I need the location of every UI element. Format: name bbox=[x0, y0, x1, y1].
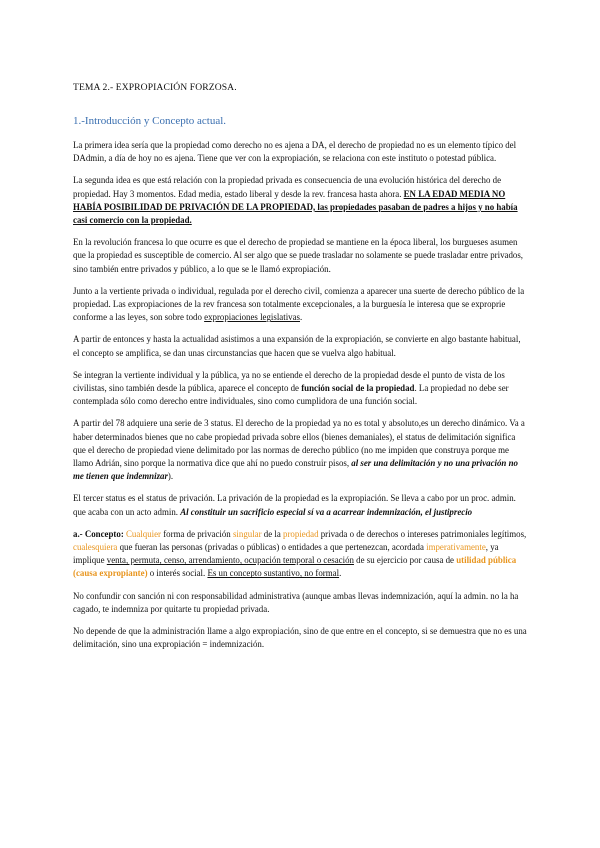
paragraph-8-text: El tercer status es el status de privación. La privación de la propiedad es la expropiación. Se lleva a cabo por un proc. admin. que acaba con un acto admin. bbox=[73, 493, 516, 517]
paragraph-4 bbox=[73, 285, 528, 325]
paragraph-7-text: A partir del 78 adquiere una serie de 3 status. El derecho de la propiedad ya no es total y absoluto,es un derecho dinámico. Va a haber determinados bienes que no cabe propiedad privada sobre ellos (bienes demaniales), el status de delimitación significa que el derecho de propiedad viene delimitado por las normas de derecho público (no me impiden que construya porque me llamo Adrián, sino porque la normativa dice que ahí no puedo construir pisos, bbox=[73, 418, 525, 469]
concept-text-5: , ya implique bbox=[73, 542, 499, 566]
paragraph-1: La primera idea sería que la propiedad como derecho no es ajena a DA, el derecho de propiedad no es un elemento típico del DAdmin, a día de hoy no es ajena. Tiene que ver con la expropiación, se relaciona con este instituto o potestad pública. bbox=[73, 140, 517, 164]
paragraph-10: No confundir con sanción ni con responsabilidad administrativa (aunque ambas llevas indemnización, aquí la admin. no la ha cagado, te indemniza por quitarte tu propiedad privada. bbox=[73, 590, 519, 614]
concept-underline-2: Es un concepto sustantivo, no formal bbox=[207, 568, 340, 579]
paragraph-6-bold: función social de la propiedad bbox=[301, 383, 415, 394]
paragraph-6 bbox=[73, 369, 528, 409]
paragraph-7 bbox=[73, 417, 528, 483]
paragraph-2-text: La segunda idea es que está relación con la propiedad privada es consecuencia de una evolución histórica del derecho de propiedad. Hay 3 momentos. Edad media, estado liberal y desde la rev. francesa hasta ahora. bbox=[73, 175, 502, 199]
paragraph-4-end: . bbox=[300, 312, 303, 323]
concept-highlight-2: singular bbox=[232, 528, 262, 539]
paragraph-7-bold-italic: al ser una delimitación y no una privación no me tienen que indemnizar bbox=[73, 458, 518, 482]
paragraph-6-end: . La propiedad no debe ser contemplada sólo como derecho entre individuales, sino como cumplidora de una función social. bbox=[73, 383, 509, 407]
concept-text-4: que fueran las personas (privadas o públicas) o entidades a que pertenezcan, acordada bbox=[117, 542, 427, 553]
concept-highlight-3: propiedad bbox=[283, 528, 319, 539]
paragraph-6-text: Se integran la vertiente individual y la pública, ya no se entiende el derecho de la propiedad desde el punto de vista de los civilistas, sino también desde la pública, aparece el concepto de bbox=[73, 369, 505, 394]
concept-text-7: o interés social. bbox=[147, 568, 208, 579]
paragraph-8 bbox=[73, 492, 528, 518]
concept-highlight-6: utilidad pública (causa expropiante) bbox=[73, 555, 517, 579]
paragraph-2-emphasis: EN LA EDAD MEDIA NO HABÍA POSIBILIDAD DE PRIVACIÓN DE LA PROPIEDAD, las propiedades pasaban de padres a hijos y no había casi comercio con la propiedad. bbox=[73, 188, 518, 226]
concept-underline-1: venta, permuta, censo, arrendamiento, ocupación temporal o cesación bbox=[106, 555, 354, 566]
concept-text-8: . bbox=[339, 568, 342, 579]
concept-text-6: de su ejercicio por causa de bbox=[353, 555, 457, 566]
concept-highlight-5: imperativamente bbox=[426, 542, 486, 553]
concept-text-2: de la bbox=[261, 528, 284, 539]
concept-highlight-1: Cualquier bbox=[126, 528, 161, 539]
document-title: TEMA 2.- EXPROPIACIÓN FORZOSA. bbox=[73, 82, 237, 93]
paragraph-4-text: Junto a la vertiente privada o individual, regulada por el derecho civil, comienza a aparecer una suerte de derecho público de la propiedad. Las expropiaciones de la rev francesa son totalmente excepcionales, a la burguesía le interesa que se exproprie conforme a las leyes, son sobre todo bbox=[73, 285, 525, 323]
paragraph-4-underline: expropiaciones legislativas bbox=[204, 312, 300, 323]
paragraph-concept bbox=[73, 528, 528, 581]
concept-label: a.- Concepto: bbox=[73, 528, 124, 539]
paragraph-11: No depende de que la administración llame a algo expropiación, sino de que entre en el concepto, si se demuestra que no es una delimitación, sino una expropiación = indemnización. bbox=[73, 626, 527, 650]
paragraph-3: En la revolución francesa lo que ocurre es que el derecho de propiedad se mantiene en la época liberal, los burgueses asumen que la propiedad es susceptible de comercio. Al ser algo que se puede trasladar no solamente se puede trasladar entre privados, sino también entre privados y público, a lo que se le llamó expropiación. bbox=[73, 237, 523, 274]
paragraph-5: A partir de entonces y hasta la actualidad asistimos a una expansión de la expropiación, se convierte en algo bastante habitual, el concepto se amplifica, se dan unas circunstancias que hacen que se vuelva algo habitual. bbox=[73, 334, 521, 358]
paragraph-2 bbox=[73, 174, 528, 227]
paragraph-8-bold-italic: Al constituir un sacrificio especial sí va a acarrear indemnización, el justiprecio bbox=[180, 506, 473, 517]
concept-text-1: forma de privación bbox=[161, 528, 233, 539]
concept-highlight-4: cualesquiera bbox=[73, 542, 118, 553]
paragraph-7-end: ). bbox=[167, 471, 174, 482]
section-heading: 1.-Introducción y Concepto actual. bbox=[73, 115, 227, 127]
concept-text-3: privada o de derechos o intereses patrimoniales legítimos, bbox=[318, 528, 527, 539]
